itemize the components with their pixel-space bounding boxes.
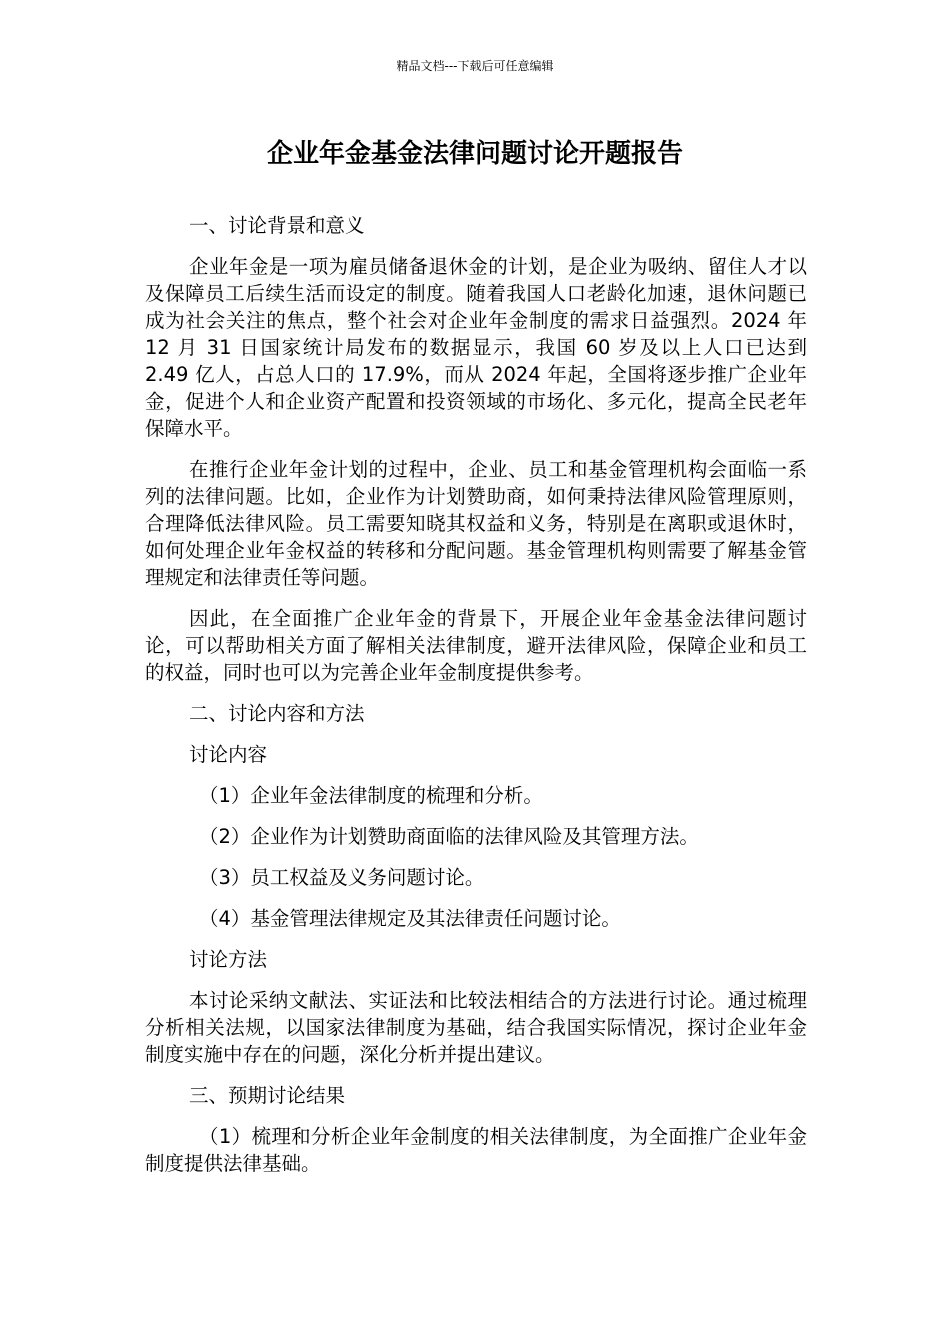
section-heading-content-method: 二、讨论内容和方法 [189,702,365,725]
list-item: （2）企业作为计划赞助商面临的法律风险及其管理方法。 [199,825,699,848]
document-title: 企业年金基金法律问题讨论开题报告 [266,139,683,169]
result-item: （1）梳理和分析企业年金制度的相关法律制度，为全面推广企业年金制度提供法律基础。 [145,1125,807,1175]
header-note: 精品文档---下载后可任意编辑 [396,59,554,73]
list-item: （1）企业年金法律制度的梳理和分析。 [199,784,543,807]
list-item: （4）基金管理法律规定及其法律责任问题讨论。 [199,907,621,930]
document-body [145,212,807,1177]
section-heading-background: 一、讨论背景和意义 [189,214,365,237]
subheading-content: 讨论内容 [189,743,268,766]
section-heading-expected-results: 三、预期讨论结果 [189,1084,346,1107]
paragraph-background-3: 因此，在全面推广企业年金的背景下，开展企业年金基金法律问题讨论，可以帮助相关方面了解相关法律制度，避开法律风险，保障企业和员工的权益，同时也可以为完善企业年金制度提供参考。 [145,607,807,684]
paragraph-background-1: 企业年金是一项为雇员储备退休金的计划，是企业为吸纳、留住人才以及保障员工后续生活而设定的制度。随着我国人口老龄化加速，退休问题已成为社会关注的焦点，整个社会对企业年金制度的需求日益强烈。2024 年 12 月 31 日国家统计局发布的数据显示，我国 60 岁及以上人口已达到 2.49 亿人，占总人口的 17.9%，而从 2024 年起，全国将逐步推广企业年金，促进个人和企业资产配置和投资领域的市场化、多元化，提高全民老年保障水平。 [145,255,807,440]
list-item: （3）员工权益及义务问题讨论。 [199,866,485,889]
paragraph-background-2: 在推行企业年金计划的过程中，企业、员工和基金管理机构会面临一系列的法律问题。比如，企业作为计划赞助商，如何秉持法律风险管理原则，合理降低法律风险。员工需要知晓其权益和义务，特别是在离职或退休时，如何处理企业年金权益的转移和分配问题。基金管理机构则需要了解基金管理规定和法律责任等问题。 [145,458,807,589]
paragraph-method: 本讨论采纳文献法、实证法和比较法相结合的方法进行讨论。通过梳理分析相关法规，以国家法律制度为基础，结合我国实际情况，探讨企业年金制度实施中存在的问题，深化分析并提出建议。 [145,989,807,1066]
subheading-method: 讨论方法 [189,948,268,971]
